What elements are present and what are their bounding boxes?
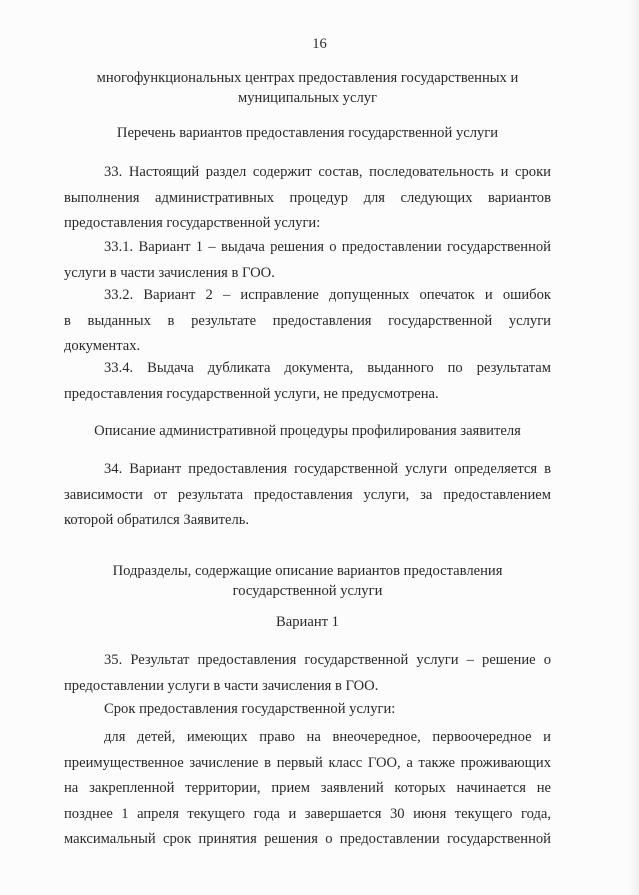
paragraph-33-1 (64, 235, 551, 286)
page-edge-shadow (629, 0, 639, 895)
paragraph-33-line2: выполнения административных процедур для следующих вариантов (64, 189, 551, 206)
heading-subsections (64, 559, 551, 604)
heading-mfc (64, 66, 551, 111)
paragraph-33-2-line3: документах. (64, 338, 141, 354)
paragraph-33-4-line1: 33.4. Выдача дубликата документа, выданного по результатам (104, 360, 551, 376)
paragraph-34-line3: которой обратился Заявитель. (64, 512, 250, 528)
heading-variant-1 (64, 610, 551, 636)
heading-subsections-line2: государственной услуги (232, 582, 383, 599)
paragraph-34 (64, 457, 551, 534)
heading-mfc-line2: муниципальных услуг (237, 89, 378, 106)
paragraph-33-2-line2: в выданных в результате предоставления государственной услуги (64, 312, 551, 329)
paragraph-term (64, 697, 551, 723)
paragraph-33-line1: 33. Настоящий раздел содержит состав, последовательность и сроки (104, 164, 551, 180)
paragraph-33-2-line1: 33.2. Вариант 2 – исправление допущенных опечаток и ошибок (104, 287, 551, 303)
paragraph-children-line5: максимальный срок принятия решения о предоставлении государственной (64, 831, 551, 847)
page-number: 16 (312, 36, 327, 52)
heading-variants-list (64, 121, 551, 147)
heading-profiling (64, 419, 551, 445)
paragraph-33 (64, 160, 551, 237)
paragraph-children-line1: для детей, имеющих право на внеочередное, первоочередное и (104, 729, 551, 745)
paragraph-34-line1: 34. Вариант предоставления государственной услуги определяется в (104, 461, 551, 477)
paragraph-33-2 (64, 283, 551, 360)
heading-variants-list-text: Перечень вариантов предоставления государственной услуги (116, 125, 499, 141)
heading-mfc-line1: многофункциональных центрах предоставления государственных и (96, 70, 519, 86)
paragraph-35 (64, 648, 551, 699)
heading-variant-1-text: Вариант 1 (276, 614, 339, 630)
paragraph-children (64, 725, 551, 853)
paragraph-33-1-line1: 33.1. Вариант 1 – выдача решения о предоставлении государственной (104, 239, 551, 255)
heading-subsections-line1: Подразделы, содержащие описание вариантов предоставления (112, 563, 503, 579)
paragraph-children-line3: на закрепленной территории, прием заявлений которых начинается не (64, 780, 551, 796)
paragraph-term-text: Срок предоставления государственной услуги: (104, 701, 396, 717)
heading-profiling-text: Описание административной процедуры профилирования заявителя (94, 423, 521, 439)
paragraph-34-line2: зависимости от результата предоставления услуги, за предоставлением (64, 486, 551, 503)
paragraph-33-1-line2: услуги в части зачисления в ГОО. (64, 264, 275, 281)
paragraph-children-line2: преимущественное зачисление в первый класс ГОО, а также проживающих (64, 754, 551, 771)
paragraph-33-line3: предоставления государственной услуги: (64, 215, 321, 231)
paragraph-33-4 (64, 356, 551, 407)
paragraph-33-4-line2: предоставления государственной услуги, не предусмотрена. (64, 385, 439, 402)
paragraph-35-line1: 35. Результат предоставления государственной услуги – решение о (104, 652, 551, 668)
paragraph-35-line2: предоставлении услуги в части зачисления в ГОО. (64, 677, 379, 694)
paragraph-children-line4: позднее 1 апреля текущего года и завершается 30 июня текущего года, (64, 805, 551, 822)
